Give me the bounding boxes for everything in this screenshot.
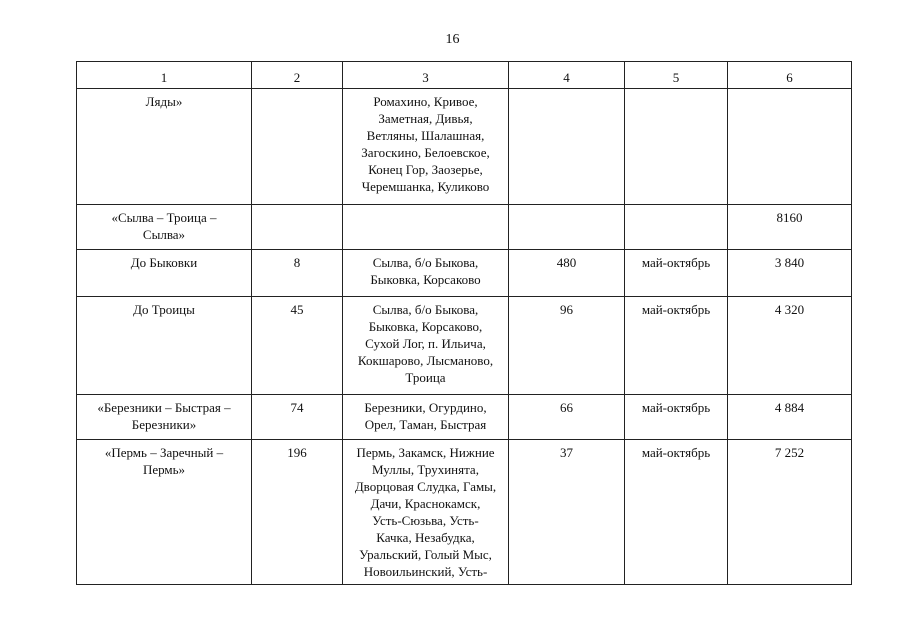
route-name-cell-line: Березники» — [131, 417, 197, 432]
season-cell — [625, 89, 728, 205]
route-name-cell-line: «Пермь – Заречный – — [104, 445, 224, 460]
trips-cell: 37 — [509, 440, 625, 585]
total-cell: 4 320 — [728, 297, 852, 395]
trips-cell: 96 — [509, 297, 625, 395]
distance-cell: 45 — [252, 297, 343, 395]
table-row — [77, 205, 852, 250]
stops-cell-line: Ветляны, Шалашная, — [366, 128, 485, 143]
stops-cell-line: Сылва, б/о Быкова, — [372, 255, 479, 270]
total-cell: 3 840 — [728, 250, 852, 297]
stops-cell-line: Березники, Огурдино, — [364, 400, 487, 415]
header-cell: 1 — [77, 62, 252, 89]
distance-cell — [252, 205, 343, 250]
header-cell: 6 — [728, 62, 852, 89]
stops-cell-line: Усть-Сюзьва, Усть- — [372, 513, 479, 528]
distance-cell: 8 — [252, 250, 343, 297]
total-cell: 8160 — [728, 205, 852, 250]
distance-cell — [252, 89, 343, 205]
table-row — [77, 250, 852, 297]
header-cell: 5 — [625, 62, 728, 89]
table-row — [77, 440, 852, 585]
stops-cell-line: Дворцовая Слудка, Гамы, — [354, 479, 497, 494]
trips-cell — [509, 89, 625, 205]
stops-cell-line: Кокшарово, Лысманово, — [357, 353, 494, 368]
route-name-cell-line: До Троицы — [133, 302, 195, 317]
page-number: 16 — [445, 32, 460, 47]
route-table — [76, 61, 852, 585]
stops-cell-line: Быковка, Корсаково — [370, 272, 481, 287]
header-cell: 4 — [509, 62, 625, 89]
route-name-cell — [77, 440, 252, 585]
route-name-cell — [77, 250, 252, 297]
route-name-cell-line: «Сылва – Троица – — [111, 210, 217, 225]
stops-cell-line: Быковка, Корсаково, — [368, 319, 483, 334]
stops-cell — [343, 297, 509, 395]
distance-cell: 196 — [252, 440, 343, 585]
route-name-cell — [77, 395, 252, 440]
route-name-cell-line: Ляды» — [145, 94, 183, 109]
total-cell: 7 252 — [728, 440, 852, 585]
route-name-cell — [77, 297, 252, 395]
season-cell: май-октябрь — [625, 250, 728, 297]
stops-cell-line: Черемшанка, Куликово — [361, 179, 490, 194]
stops-cell-line: Конец Гор, Заозерье, — [368, 162, 483, 177]
header-cell: 2 — [252, 62, 343, 89]
route-name-cell-line: До Быковки — [130, 255, 198, 270]
trips-cell: 66 — [509, 395, 625, 440]
stops-cell-line: Загоскино, Белоевское, — [361, 145, 490, 160]
distance-cell: 74 — [252, 395, 343, 440]
season-cell: май-октябрь — [625, 440, 728, 585]
route-name-cell-line: Пермь» — [142, 462, 186, 477]
trips-cell — [509, 205, 625, 250]
stops-cell-line: Качка, Незабудка, — [376, 530, 475, 545]
stops-cell-line: Заметная, Дивья, — [378, 111, 473, 126]
route-name-cell-line: «Березники – Быстрая – — [97, 400, 231, 415]
season-cell: май-октябрь — [625, 297, 728, 395]
stops-cell-line: Ромахино, Кривое, — [373, 94, 478, 109]
stops-cell-line: Сухой Лог, п. Ильича, — [365, 336, 486, 351]
stops-cell — [343, 395, 509, 440]
stops-cell-line: Новоильинский, Усть- — [363, 564, 488, 579]
stops-cell — [343, 205, 509, 250]
header-row — [77, 62, 852, 89]
stops-cell-line: Орел, Таман, Быстрая — [364, 417, 487, 432]
stops-cell-line: Троица — [405, 370, 446, 385]
season-cell: май-октябрь — [625, 395, 728, 440]
total-cell: 4 884 — [728, 395, 852, 440]
stops-cell-line: Сылва, б/о Быкова, — [372, 302, 479, 317]
stops-cell-line: Пермь, Закамск, Нижние — [356, 445, 495, 460]
stops-cell-line: Уральский, Голый Мыс, — [359, 547, 492, 562]
stops-cell-line: Муллы, Трухинята, — [372, 462, 479, 477]
stops-cell — [343, 440, 509, 585]
season-cell — [625, 205, 728, 250]
table-row — [77, 297, 852, 395]
route-name-cell-line: Сылва» — [142, 227, 186, 242]
table-row — [77, 395, 852, 440]
header-cell: 3 — [343, 62, 509, 89]
stops-cell — [343, 89, 509, 205]
trips-cell: 480 — [509, 250, 625, 297]
table-row — [77, 89, 852, 205]
stops-cell — [343, 250, 509, 297]
route-name-cell — [77, 89, 252, 205]
route-name-cell — [77, 205, 252, 250]
stops-cell-line: Дачи, Краснокамск, — [370, 496, 481, 511]
total-cell — [728, 89, 852, 205]
